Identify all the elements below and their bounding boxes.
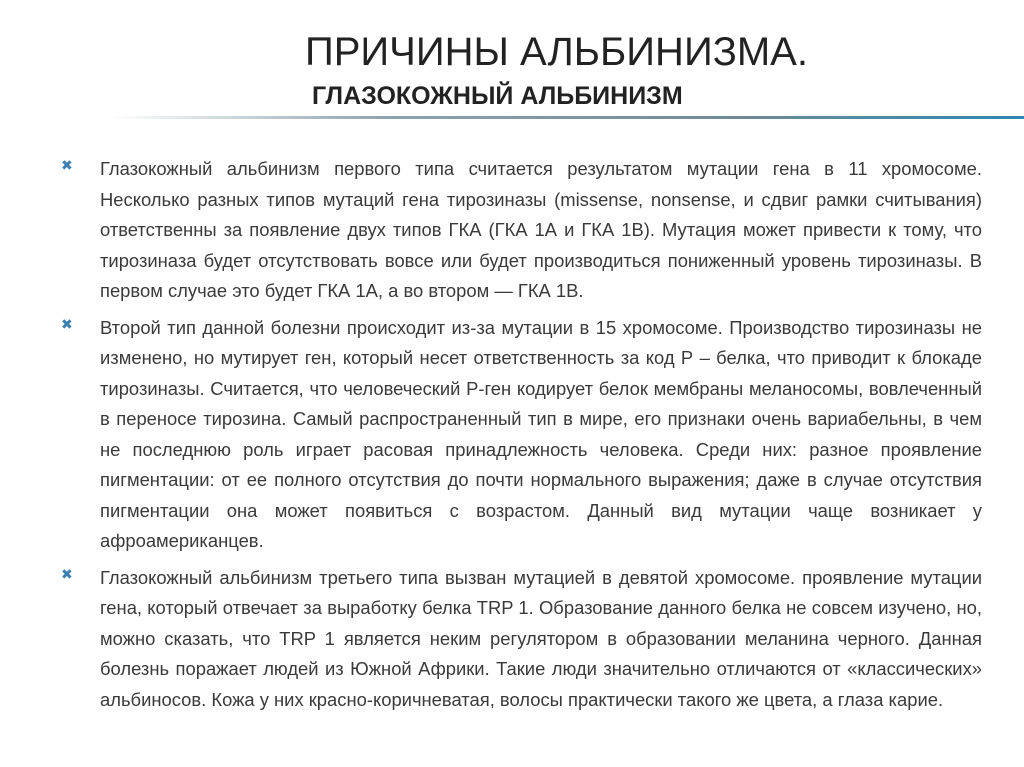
bullet-text: Второй тип данной болезни происходит из-за мутации в 15 хромосоме. Производство тирозиназы не изменено, но мутирует ген, который несет ответственность за код Р – белка, что приводит к блокаде тирозиназы. Считается, что человеческий Р-ген кодирует белок мембраны меланосомы, вовлеченный в переносе тирозина. Самый распространенный тип в мире, его признаки очень вариабельны, в чем не последнюю роль играет расовая принадлежность человека. Среди них: разное проявление пигментации: от ее полного отсутствия до почти нормального выражения; даже в случае отсутствия пигментации она может появиться с возрастом. Данный вид мутации чаще возникает у афроамериканцев.	[100, 316, 982, 551]
bullet-text: Глазокожный альбинизм первого типа считается результатом мутации гена в 11 хромосоме. Несколько разных типов мутаций гена тирозиназы (missense, nonsense, и сдвиг рамки считывания) ответственны за появление двух типов ГКА (ГКА 1А и ГКА 1В). Мутация может привести к тому, что тирозиназа будет отсутствовать вовсе или будет производиться пониженный уровень тирозиназы. В первом случае это будет ГКА 1А, а во втором — ГКА 1В.	[100, 158, 982, 301]
x-mark-icon: ✖	[61, 566, 73, 583]
bullet-text: Глазокожный альбинизм третьего типа вызван мутацией в девятой хромосоме. проявление мутации гена, который отвечает за выработку белка TRP 1. Образование данного белка не совсем изучено, но, можно сказать, что TRP 1 является неким регулятором в образовании меланина черного. Данная болезнь поражает людей из Южной Африки. Такие люди значительно отличаются от «классических» альбиносов. Кожа у них красно-коричневатая, волосы практически такого же цвета, а глаза карие.	[100, 566, 982, 710]
x-mark-icon: ✖	[61, 316, 73, 333]
title-divider	[110, 116, 1024, 119]
slide-subtitle: ГЛАЗОКОЖНЫЙ АЛЬБИНИЗМ	[312, 82, 683, 110]
bullet-item	[58, 313, 982, 557]
bullet-item	[58, 563, 982, 716]
bullet-list	[58, 154, 982, 721]
bullet-item	[58, 154, 982, 307]
slide-title: ПРИЧИНЫ АЛЬБИНИЗМА.	[305, 30, 808, 74]
x-mark-icon: ✖	[61, 158, 73, 174]
